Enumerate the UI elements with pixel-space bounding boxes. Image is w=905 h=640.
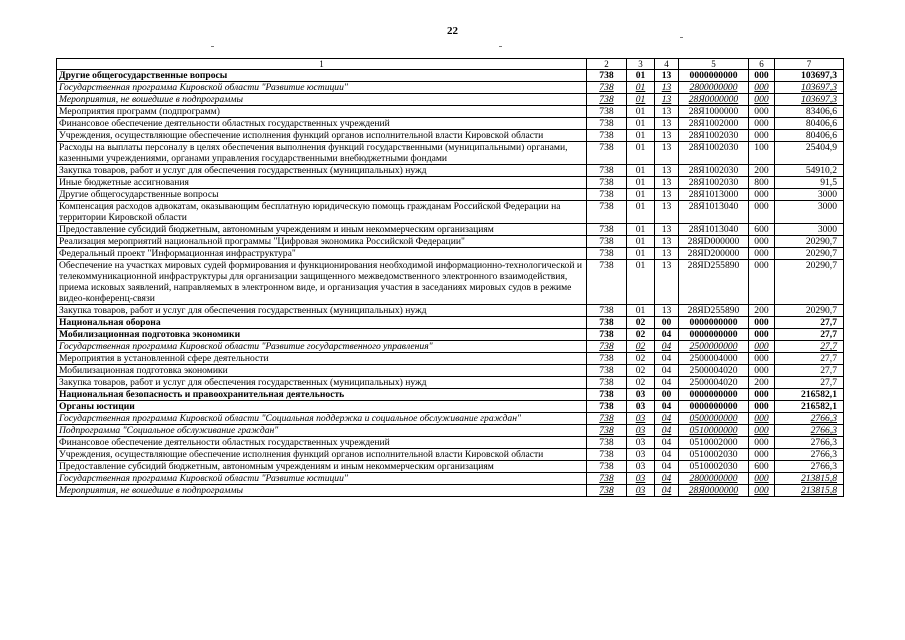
subsection-cell: 13 (655, 248, 679, 260)
amount-cell: 27,7 (775, 341, 844, 353)
table-row (57, 437, 844, 449)
scan-speck (680, 37, 683, 38)
subsection-cell: 04 (655, 413, 679, 425)
target-article-cell: 2500000000 (679, 341, 749, 353)
table-row (57, 305, 844, 317)
section-cell: 01 (627, 118, 655, 130)
expense-type-cell: 000 (749, 473, 775, 485)
item-name-cell: Другие общегосударственные вопросы (57, 189, 587, 201)
table-row (57, 130, 844, 142)
item-name-cell: Предоставление субсидий бюджетным, автономным учреждениям и иным некоммерческим организациям (57, 461, 587, 473)
table-row (57, 341, 844, 353)
ministry-code-cell: 738 (587, 485, 627, 497)
item-name-cell: Мероприятия, не вошедшие в подпрограммы (57, 94, 587, 106)
amount-cell: 3000 (775, 224, 844, 236)
item-name-cell: Государственная программа Кировской области "Развитие юстиции" (57, 82, 587, 94)
ministry-code-cell: 738 (587, 82, 627, 94)
expense-type-cell: 000 (749, 389, 775, 401)
ministry-code-cell: 738 (587, 449, 627, 461)
ministry-code-cell: 738 (587, 401, 627, 413)
section-cell: 01 (627, 189, 655, 201)
expense-type-cell: 000 (749, 317, 775, 329)
target-article-cell: 28Я0000000 (679, 485, 749, 497)
target-article-cell: 0000000000 (679, 389, 749, 401)
table-row (57, 248, 844, 260)
table-row (57, 401, 844, 413)
ministry-code-cell: 738 (587, 201, 627, 224)
section-cell: 01 (627, 165, 655, 177)
item-name-cell: Государственная программа Кировской области "Развитие юстиции" (57, 473, 587, 485)
table-row (57, 224, 844, 236)
ministry-code-cell: 738 (587, 94, 627, 106)
table-row (57, 425, 844, 437)
item-name-cell: Закупка товаров, работ и услуг для обеспечения государственных (муниципальных) нужд (57, 377, 587, 389)
subsection-cell: 13 (655, 130, 679, 142)
amount-cell: 27,7 (775, 317, 844, 329)
section-cell: 03 (627, 473, 655, 485)
ministry-code-cell: 738 (587, 236, 627, 248)
item-name-cell: Иные бюджетные ассигнования (57, 177, 587, 189)
target-article-cell: 28Я1013040 (679, 201, 749, 224)
item-name-cell: Закупка товаров, работ и услуг для обеспечения государственных (муниципальных) нужд (57, 165, 587, 177)
subsection-cell: 13 (655, 224, 679, 236)
target-article-cell: 28Я1002000 (679, 118, 749, 130)
ministry-code-cell: 738 (587, 437, 627, 449)
target-article-cell: 2800000000 (679, 82, 749, 94)
item-name-cell: Учреждения, осуществляющие обеспечение исполнения функций органов исполнительной власти Кировской области (57, 130, 587, 142)
target-article-cell: 0000000000 (679, 317, 749, 329)
target-article-cell: 0510002030 (679, 461, 749, 473)
item-name-cell: Мероприятия в установленной сфере деятельности (57, 353, 587, 365)
item-name-cell: Государственная программа Кировской области "Развитие государственного управления" (57, 341, 587, 353)
subsection-cell: 04 (655, 365, 679, 377)
table-row (57, 82, 844, 94)
amount-cell: 54910,2 (775, 165, 844, 177)
amount-cell: 3000 (775, 201, 844, 224)
target-article-cell: 28ЯD000000 (679, 236, 749, 248)
amount-cell: 213815,8 (775, 485, 844, 497)
amount-cell: 25404,9 (775, 142, 844, 165)
item-name-cell: Национальная оборона (57, 317, 587, 329)
ministry-code-cell: 738 (587, 260, 627, 305)
ministry-code-cell: 738 (587, 70, 627, 82)
table-row (57, 70, 844, 82)
section-cell: 01 (627, 260, 655, 305)
subsection-cell: 13 (655, 165, 679, 177)
section-cell: 02 (627, 329, 655, 341)
column-header: 7 (775, 59, 844, 70)
subsection-cell: 13 (655, 94, 679, 106)
expense-type-cell: 600 (749, 461, 775, 473)
item-name-cell: Финансовое обеспечение деятельности областных государственных учреждений (57, 437, 587, 449)
ministry-code-cell: 738 (587, 189, 627, 201)
expense-type-cell: 000 (749, 70, 775, 82)
table-row (57, 260, 844, 305)
expense-type-cell: 000 (749, 413, 775, 425)
subsection-cell: 13 (655, 142, 679, 165)
item-name-cell: Реализация мероприятий национальной программы "Цифровая экономика Российской Федерации" (57, 236, 587, 248)
ministry-code-cell: 738 (587, 165, 627, 177)
expense-type-cell: 200 (749, 377, 775, 389)
amount-cell: 83406,6 (775, 106, 844, 118)
item-name-cell: Государственная программа Кировской области "Социальная поддержка и социальное обслуживание граждан" (57, 413, 587, 425)
subsection-cell: 13 (655, 177, 679, 189)
amount-cell: 2766,3 (775, 437, 844, 449)
target-article-cell: 28Я1013040 (679, 224, 749, 236)
subsection-cell: 04 (655, 461, 679, 473)
amount-cell: 20290,7 (775, 248, 844, 260)
ministry-code-cell: 738 (587, 353, 627, 365)
expense-type-cell: 000 (749, 365, 775, 377)
target-article-cell: 0510002030 (679, 449, 749, 461)
ministry-code-cell: 738 (587, 329, 627, 341)
item-name-cell: Расходы на выплаты персоналу в целях обеспечения выполнения функций государственными (муниципальными) органами, казенными учреждениями, органами управления государственными внебюджетными фондами (57, 142, 587, 165)
amount-cell: 20290,7 (775, 305, 844, 317)
section-cell: 01 (627, 106, 655, 118)
amount-cell: 20290,7 (775, 236, 844, 248)
item-name-cell: Подпрограмма "Социальное обслуживание граждан" (57, 425, 587, 437)
section-cell: 03 (627, 425, 655, 437)
table-row (57, 201, 844, 224)
expense-type-cell: 000 (749, 437, 775, 449)
target-article-cell: 28Я1013000 (679, 189, 749, 201)
section-cell: 02 (627, 353, 655, 365)
section-cell: 01 (627, 82, 655, 94)
table-row (57, 449, 844, 461)
section-cell: 03 (627, 437, 655, 449)
subsection-cell: 13 (655, 70, 679, 82)
subsection-cell: 00 (655, 317, 679, 329)
ministry-code-cell: 738 (587, 118, 627, 130)
expense-type-cell: 000 (749, 82, 775, 94)
ministry-code-cell: 738 (587, 341, 627, 353)
subsection-cell: 04 (655, 449, 679, 461)
section-cell: 01 (627, 177, 655, 189)
table-row (57, 365, 844, 377)
ministry-code-cell: 738 (587, 473, 627, 485)
ministry-code-cell: 738 (587, 248, 627, 260)
amount-cell: 3000 (775, 189, 844, 201)
expense-type-cell: 000 (749, 94, 775, 106)
ministry-code-cell: 738 (587, 305, 627, 317)
item-name-cell: Предоставление субсидий бюджетным, автономным учреждениям и иным некоммерческим организациям (57, 224, 587, 236)
expense-type-cell: 000 (749, 189, 775, 201)
section-cell: 02 (627, 341, 655, 353)
scan-speck (499, 46, 502, 47)
expense-type-cell: 000 (749, 130, 775, 142)
amount-cell: 91,5 (775, 177, 844, 189)
target-article-cell: 28ЯD200000 (679, 248, 749, 260)
subsection-cell: 04 (655, 329, 679, 341)
table-row (57, 389, 844, 401)
subsection-cell: 13 (655, 82, 679, 94)
column-header: 4 (655, 59, 679, 70)
ministry-code-cell: 738 (587, 106, 627, 118)
target-article-cell: 0500000000 (679, 413, 749, 425)
item-name-cell: Мероприятия программ (подпрограмм) (57, 106, 587, 118)
subsection-cell: 04 (655, 485, 679, 497)
target-article-cell: 0510002000 (679, 437, 749, 449)
expense-type-cell: 800 (749, 177, 775, 189)
subsection-cell: 04 (655, 425, 679, 437)
table-row (57, 94, 844, 106)
section-cell: 03 (627, 461, 655, 473)
section-cell: 02 (627, 377, 655, 389)
column-header: 1 (57, 59, 587, 70)
subsection-cell: 04 (655, 353, 679, 365)
item-name-cell: Федеральный проект "Информационная инфраструктура" (57, 248, 587, 260)
section-cell: 01 (627, 248, 655, 260)
expense-type-cell: 600 (749, 224, 775, 236)
expense-type-cell: 000 (749, 485, 775, 497)
table-row (57, 189, 844, 201)
amount-cell: 216582,1 (775, 401, 844, 413)
table-row (57, 485, 844, 497)
ministry-code-cell: 738 (587, 130, 627, 142)
target-article-cell: 0000000000 (679, 70, 749, 82)
column-number-row (57, 59, 844, 70)
expense-type-cell: 000 (749, 106, 775, 118)
item-name-cell: Обеспечение на участках мировых судей формирования и функционирования необходимой информационно-технологической и телекоммуникационной инфраструктуры для организации защищенного межведомственного электронного взаимодействия, приема исковых заявлений, направляемых в электронном виде, и организация участия в заседаниях мировых судов в режиме видео-конференц-связи (57, 260, 587, 305)
section-cell: 01 (627, 305, 655, 317)
table-row (57, 353, 844, 365)
expense-type-cell: 000 (749, 118, 775, 130)
table-row (57, 329, 844, 341)
ministry-code-cell: 738 (587, 461, 627, 473)
section-cell: 01 (627, 94, 655, 106)
subsection-cell: 00 (655, 389, 679, 401)
ministry-code-cell: 738 (587, 377, 627, 389)
column-header: 2 (587, 59, 627, 70)
ministry-code-cell: 738 (587, 224, 627, 236)
item-name-cell: Мобилизационная подготовка экономики (57, 329, 587, 341)
target-article-cell: 28ЯD255890 (679, 260, 749, 305)
amount-cell: 27,7 (775, 353, 844, 365)
target-article-cell: 28Я1002030 (679, 165, 749, 177)
amount-cell: 27,7 (775, 365, 844, 377)
section-cell: 03 (627, 485, 655, 497)
target-article-cell: 28Я1000000 (679, 106, 749, 118)
amount-cell: 2766,3 (775, 413, 844, 425)
subsection-cell: 13 (655, 106, 679, 118)
subsection-cell: 04 (655, 377, 679, 389)
target-article-cell: 28Я0000000 (679, 94, 749, 106)
subsection-cell: 13 (655, 201, 679, 224)
amount-cell: 80406,6 (775, 118, 844, 130)
expense-type-cell: 000 (749, 341, 775, 353)
expense-type-cell: 000 (749, 260, 775, 305)
ministry-code-cell: 738 (587, 389, 627, 401)
table-row (57, 118, 844, 130)
item-name-cell: Органы юстиции (57, 401, 587, 413)
amount-cell: 2766,3 (775, 461, 844, 473)
table-body (57, 70, 844, 497)
subsection-cell: 13 (655, 118, 679, 130)
section-cell: 02 (627, 365, 655, 377)
section-cell: 01 (627, 224, 655, 236)
table-row (57, 317, 844, 329)
item-name-cell: Компенсация расходов адвокатам, оказывающим бесплатную юридическую помощь гражданам Российской Федерации на территории Кировской области (57, 201, 587, 224)
target-article-cell: 2500004000 (679, 353, 749, 365)
expense-type-cell: 000 (749, 201, 775, 224)
table-row (57, 177, 844, 189)
column-header: 6 (749, 59, 775, 70)
table-row (57, 413, 844, 425)
section-cell: 01 (627, 236, 655, 248)
subsection-cell: 13 (655, 305, 679, 317)
target-article-cell: 2500004020 (679, 377, 749, 389)
table-row (57, 473, 844, 485)
section-cell: 01 (627, 142, 655, 165)
ministry-code-cell: 738 (587, 177, 627, 189)
expense-type-cell: 000 (749, 449, 775, 461)
table-row (57, 236, 844, 248)
subsection-cell: 04 (655, 437, 679, 449)
item-name-cell: Мобилизационная подготовка экономики (57, 365, 587, 377)
expense-type-cell: 000 (749, 236, 775, 248)
section-cell: 02 (627, 317, 655, 329)
table-row (57, 142, 844, 165)
target-article-cell: 28Я1002030 (679, 130, 749, 142)
subsection-cell: 04 (655, 473, 679, 485)
item-name-cell: Закупка товаров, работ и услуг для обеспечения государственных (муниципальных) нужд (57, 305, 587, 317)
expense-type-cell: 000 (749, 425, 775, 437)
item-name-cell: Учреждения, осуществляющие обеспечение исполнения функций органов исполнительной власти Кировской области (57, 449, 587, 461)
amount-cell: 80406,6 (775, 130, 844, 142)
section-cell: 01 (627, 130, 655, 142)
section-cell: 03 (627, 413, 655, 425)
expense-type-cell: 000 (749, 329, 775, 341)
ministry-code-cell: 738 (587, 365, 627, 377)
target-article-cell: 28Я1002030 (679, 142, 749, 165)
expense-type-cell: 200 (749, 305, 775, 317)
page-number: 22 (447, 25, 458, 37)
amount-cell: 103697,3 (775, 70, 844, 82)
target-article-cell: 2500004020 (679, 365, 749, 377)
amount-cell: 103697,3 (775, 82, 844, 94)
amount-cell: 27,7 (775, 377, 844, 389)
subsection-cell: 04 (655, 401, 679, 413)
subsection-cell: 13 (655, 189, 679, 201)
target-article-cell: 0000000000 (679, 329, 749, 341)
item-name-cell: Мероприятия, не вошедшие в подпрограммы (57, 485, 587, 497)
subsection-cell: 13 (655, 236, 679, 248)
column-header: 3 (627, 59, 655, 70)
column-header: 5 (679, 59, 749, 70)
expense-type-cell: 000 (749, 248, 775, 260)
budget-table (56, 58, 844, 497)
amount-cell: 2766,3 (775, 449, 844, 461)
section-cell: 03 (627, 449, 655, 461)
section-cell: 01 (627, 201, 655, 224)
ministry-code-cell: 738 (587, 317, 627, 329)
expense-type-cell: 000 (749, 401, 775, 413)
amount-cell: 216582,1 (775, 389, 844, 401)
expense-type-cell: 000 (749, 353, 775, 365)
expense-type-cell: 100 (749, 142, 775, 165)
amount-cell: 2766,3 (775, 425, 844, 437)
item-name-cell: Финансовое обеспечение деятельности областных государственных учреждений (57, 118, 587, 130)
target-article-cell: 2800000000 (679, 473, 749, 485)
amount-cell: 20290,7 (775, 260, 844, 305)
section-cell: 01 (627, 70, 655, 82)
amount-cell: 103697,3 (775, 94, 844, 106)
item-name-cell: Другие общегосударственные вопросы (57, 70, 587, 82)
target-article-cell: 0510000000 (679, 425, 749, 437)
item-name-cell: Национальная безопасность и правоохранительная деятельность (57, 389, 587, 401)
section-cell: 03 (627, 389, 655, 401)
subsection-cell: 13 (655, 260, 679, 305)
table-row (57, 461, 844, 473)
target-article-cell: 28ЯD255890 (679, 305, 749, 317)
table-row (57, 377, 844, 389)
target-article-cell: 0000000000 (679, 401, 749, 413)
target-article-cell: 28Я1002030 (679, 177, 749, 189)
subsection-cell: 04 (655, 341, 679, 353)
table-row (57, 165, 844, 177)
amount-cell: 213815,8 (775, 473, 844, 485)
table-row (57, 106, 844, 118)
scan-speck (211, 46, 214, 47)
ministry-code-cell: 738 (587, 142, 627, 165)
amount-cell: 27,7 (775, 329, 844, 341)
ministry-code-cell: 738 (587, 425, 627, 437)
expense-type-cell: 200 (749, 165, 775, 177)
section-cell: 03 (627, 401, 655, 413)
ministry-code-cell: 738 (587, 413, 627, 425)
